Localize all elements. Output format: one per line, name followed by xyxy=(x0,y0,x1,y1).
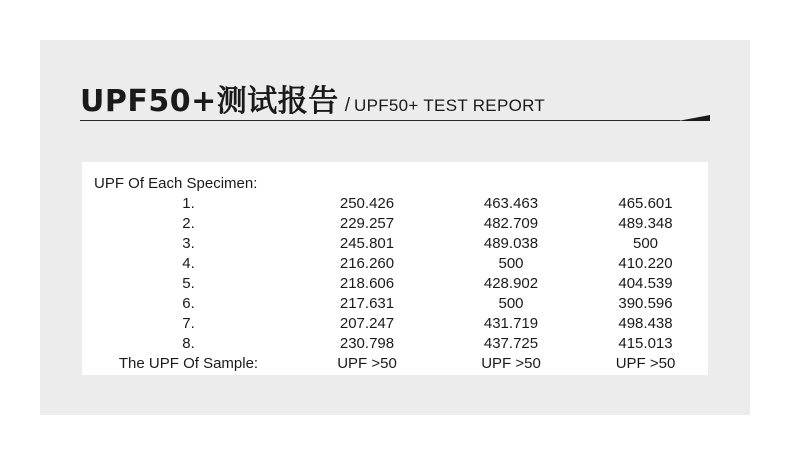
upf-value: 390.596 xyxy=(618,295,673,312)
specimen-label: 3. xyxy=(182,235,195,252)
table-header: UPF Of Each Specimen: xyxy=(94,175,258,192)
upf-value: 500 xyxy=(632,235,659,252)
upf-value: 489.348 xyxy=(618,215,673,232)
specimen-label: The UPF Of Sample: xyxy=(118,355,259,372)
upf-value: 216.260 xyxy=(339,255,395,272)
upf-value: UPF >50 xyxy=(481,355,541,372)
specimen-label: 6. xyxy=(182,295,195,312)
upf-value: 437.725 xyxy=(483,335,539,352)
table-row xyxy=(82,194,708,214)
table-row xyxy=(82,234,708,254)
title-divider-accent xyxy=(678,115,710,121)
upf-value: 500 xyxy=(498,295,524,312)
title-divider-end xyxy=(709,115,710,121)
specimen-label: 5. xyxy=(182,275,195,292)
table-row xyxy=(82,294,708,314)
title-main: UPF50+测试报告 xyxy=(80,84,339,119)
upf-value: 410.220 xyxy=(618,255,673,272)
upf-value: 428.902 xyxy=(483,275,539,292)
specimen-label: 8. xyxy=(182,335,195,352)
upf-value: 217.631 xyxy=(339,295,395,312)
upf-value: 229.257 xyxy=(339,215,395,232)
upf-value: 207.247 xyxy=(339,315,395,332)
results-card xyxy=(82,162,708,375)
upf-value: 230.798 xyxy=(339,335,395,352)
upf-value: UPF >50 xyxy=(615,355,676,372)
upf-value: 489.038 xyxy=(483,235,539,252)
title-sub: UPF50+ TEST REPORT xyxy=(354,96,546,115)
summary-row xyxy=(82,354,708,374)
report-title xyxy=(80,76,545,120)
table-row xyxy=(82,334,708,354)
upf-value: 465.601 xyxy=(618,195,673,212)
upf-value: 498.438 xyxy=(618,315,673,332)
title-divider xyxy=(80,120,680,121)
upf-value: 218.606 xyxy=(339,275,395,292)
specimen-label: 4. xyxy=(182,255,195,272)
upf-value: UPF >50 xyxy=(337,355,397,372)
upf-value: 250.426 xyxy=(339,195,395,212)
upf-value: 482.709 xyxy=(483,215,539,232)
upf-value: 415.013 xyxy=(618,335,673,352)
table-row xyxy=(82,254,708,274)
title-separator: / xyxy=(344,95,351,116)
report-panel xyxy=(40,40,750,415)
upf-value: 404.539 xyxy=(618,275,673,292)
upf-value: 463.463 xyxy=(483,195,539,212)
upf-value: 431.719 xyxy=(483,315,539,332)
specimen-label: 7. xyxy=(182,315,195,332)
table-header-row xyxy=(82,174,708,194)
upf-results-table xyxy=(82,174,708,374)
upf-value: 500 xyxy=(498,255,524,272)
specimen-label: 2. xyxy=(182,215,195,232)
specimen-label: 1. xyxy=(182,195,195,212)
table-row xyxy=(82,314,708,334)
table-row xyxy=(82,214,708,234)
table-row xyxy=(82,274,708,294)
upf-value: 245.801 xyxy=(339,235,395,252)
